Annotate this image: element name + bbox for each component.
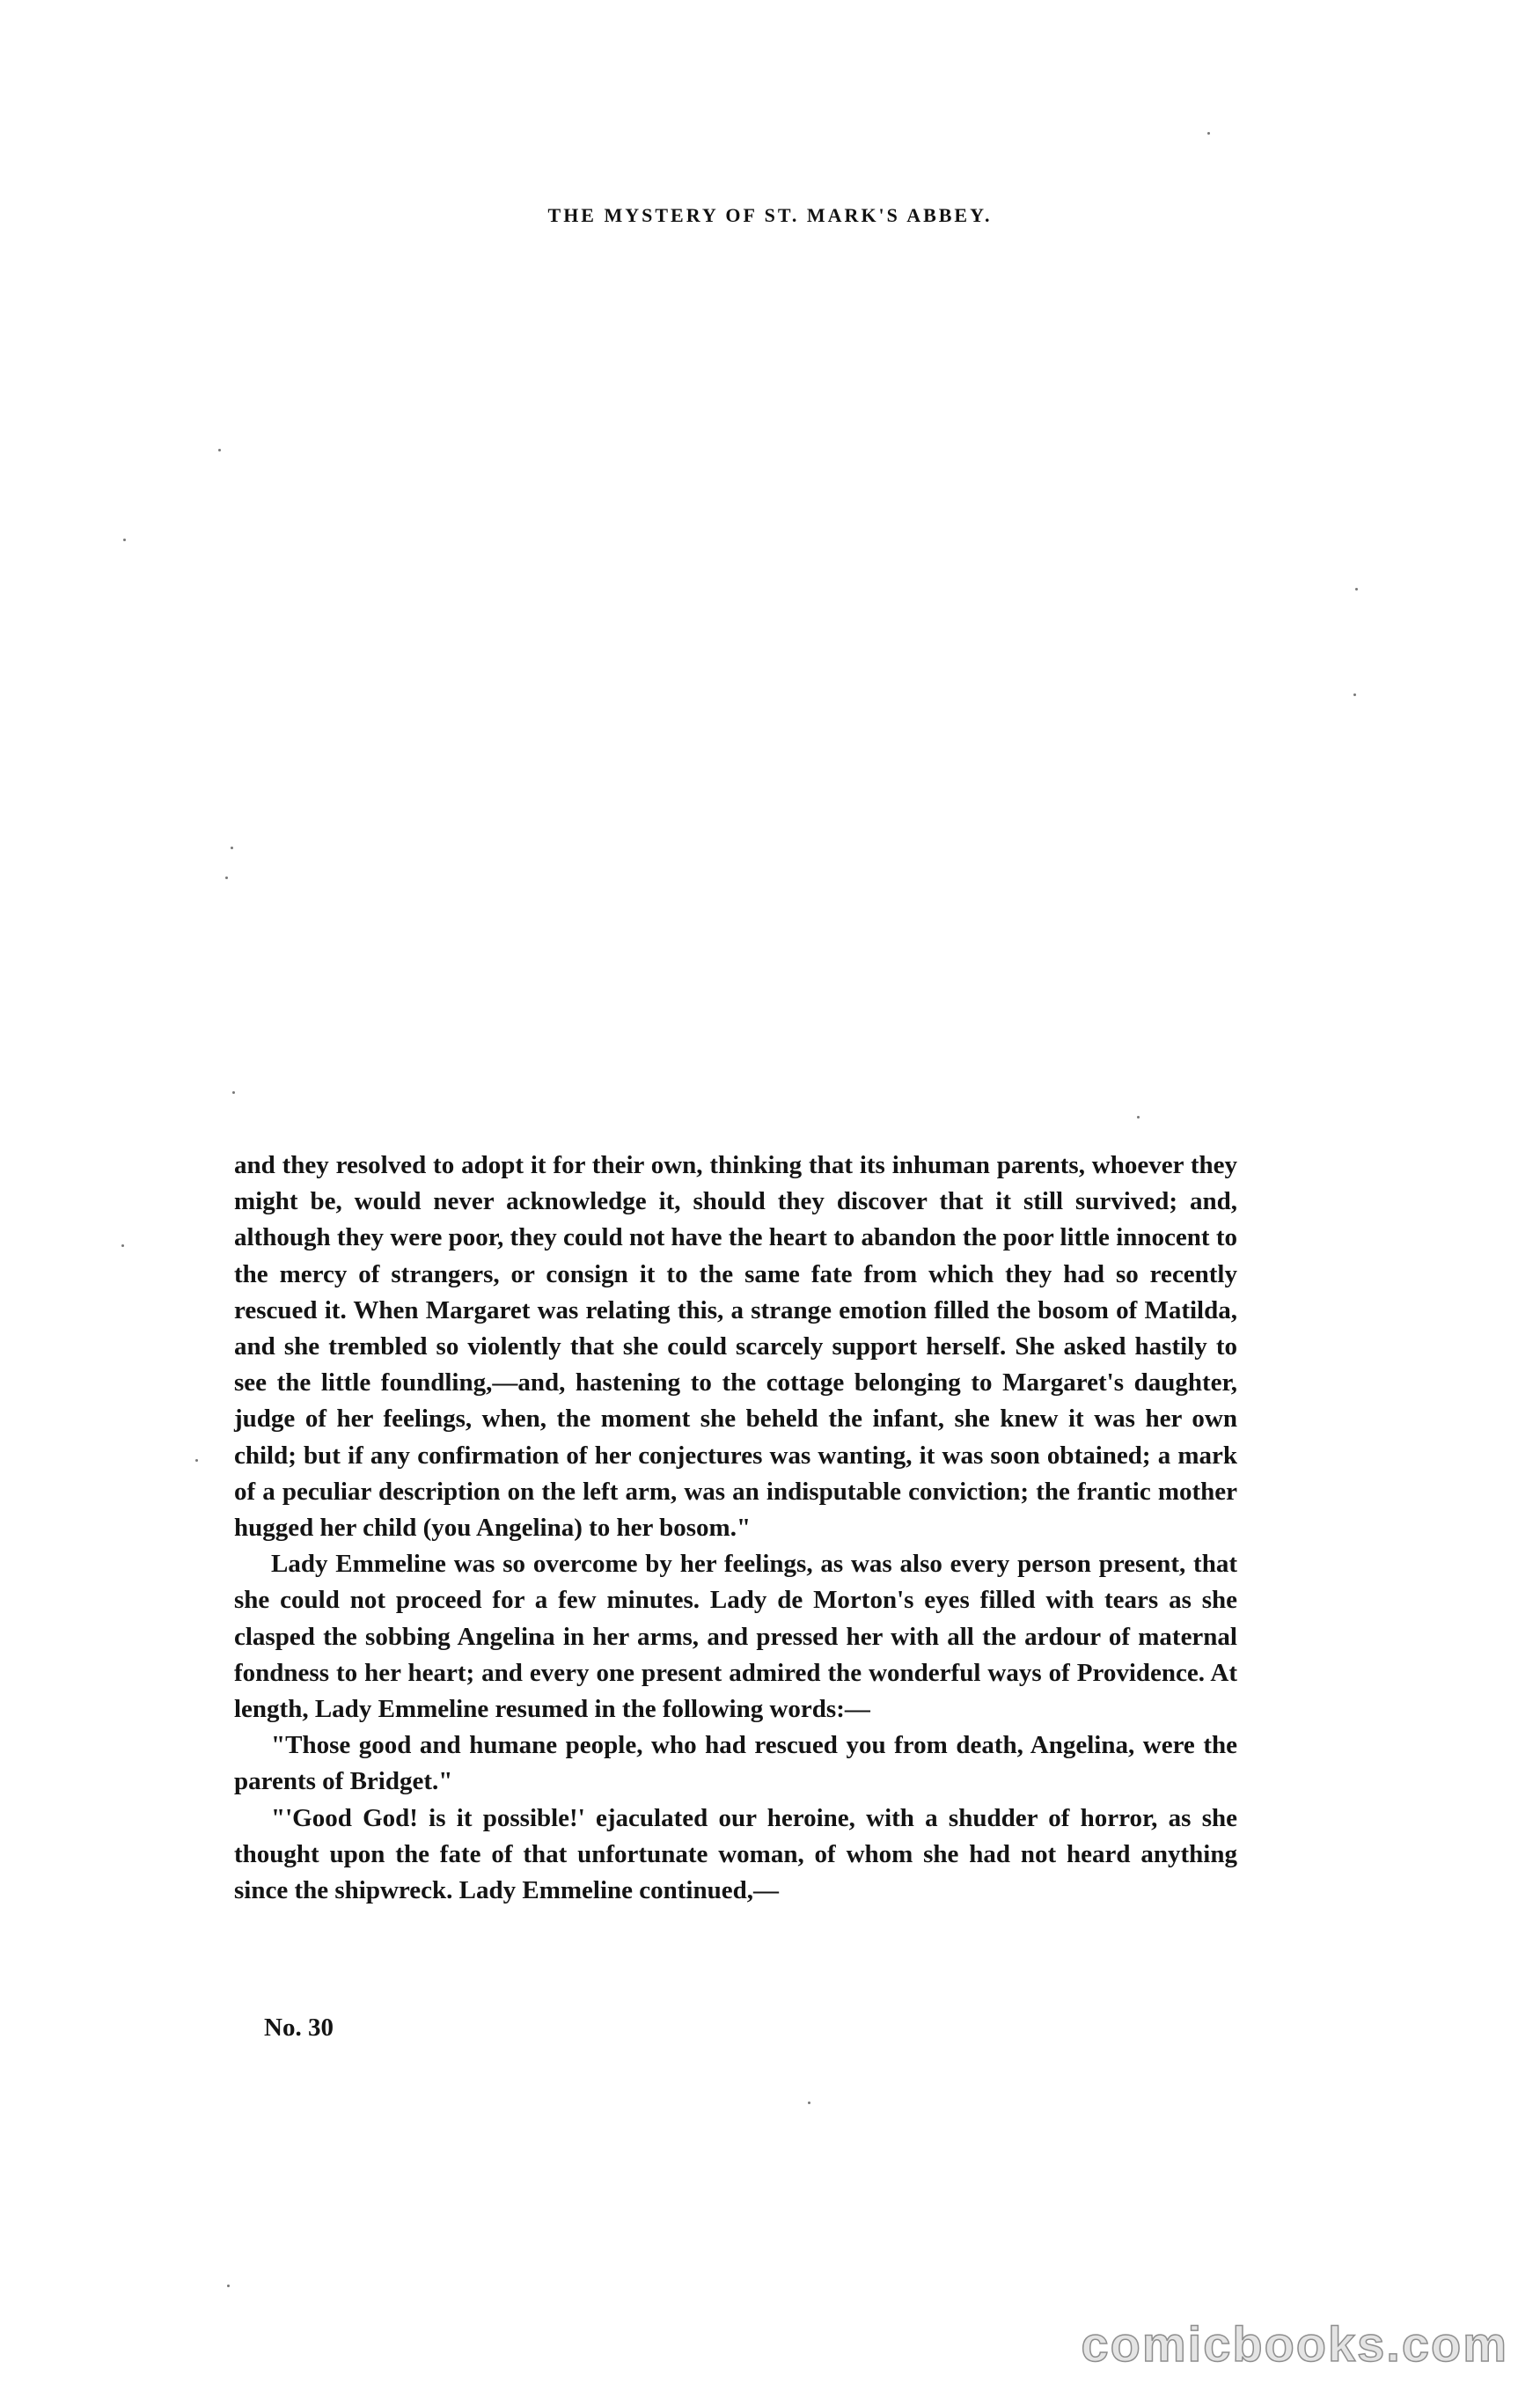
body-text [234, 1148, 1237, 1909]
scan-speck [227, 2285, 230, 2287]
paragraph-3: "Those good and humane people, who had rescued you from death, Angelina, were the parents of Bridget." [234, 1731, 1237, 1796]
watermark: comicbooks.com [1081, 2316, 1508, 2372]
scan-speck [218, 449, 221, 451]
paragraph-2: Lady Emmeline was so overcome by her feelings, as was also every person present, that she could not proceed for a few minutes. Lady de Morton's eyes filled with tears as she clasped the sobbing Angelina in her arms, and pressed her with all the ardour of maternal fondness to her heart; and every one present admired the wonderful ways of Providence. At length, Lady Emmeline resumed in the following words:— [234, 1550, 1237, 1724]
scan-speck [1207, 132, 1210, 135]
paragraph-4: "'Good God! is it possible!' ejaculated our heroine, with a shudder of horror, as she thought upon the fate of that unfortunate woman, of whom she had not heard anything since the shipwreck. Lady Emmeline continued,— [234, 1803, 1237, 1905]
signature-mark: No. 30 [264, 2014, 334, 2042]
scan-speck [195, 1459, 198, 1462]
scan-speck [231, 847, 233, 849]
scan-speck [808, 2102, 810, 2104]
scan-speck [121, 1244, 124, 1247]
running-head: THE MYSTERY OF ST. MARK'S ABBEY. [547, 204, 993, 226]
scan-speck [225, 877, 228, 879]
scan-speck [232, 1091, 235, 1094]
scan-speck [1355, 588, 1358, 590]
scan-speck [123, 539, 126, 541]
scan-speck [1353, 693, 1356, 696]
scan-speck [1137, 1116, 1140, 1119]
paragraph-1: and they resolved to adopt it for their own, thinking that its inhuman parents, whoever they might be, would never acknowledge it, should they discover that it still survived; and, although they were poor, they could not have the heart to abandon the poor little innocent to the mercy of strangers, or consign it to the same fate from which they had so recently rescued it. When Margaret was relating this, a strange emotion filled the bosom of Matilda, and she trembled so violently that she could scarcely support herself. She asked hastily to see the little foundling,—and, hastening to the cottage belonging to Margaret's daughter, judge of her feelings, when, the moment she beheld the infant, she knew it was her own child; but if any confirmation of her conjectures was wanting, it was soon obtained; a mark of a peculiar description on the left arm, was an indisputable conviction; the frantic mother hugged her child (you Angelina) to her bosom." [234, 1151, 1237, 1543]
